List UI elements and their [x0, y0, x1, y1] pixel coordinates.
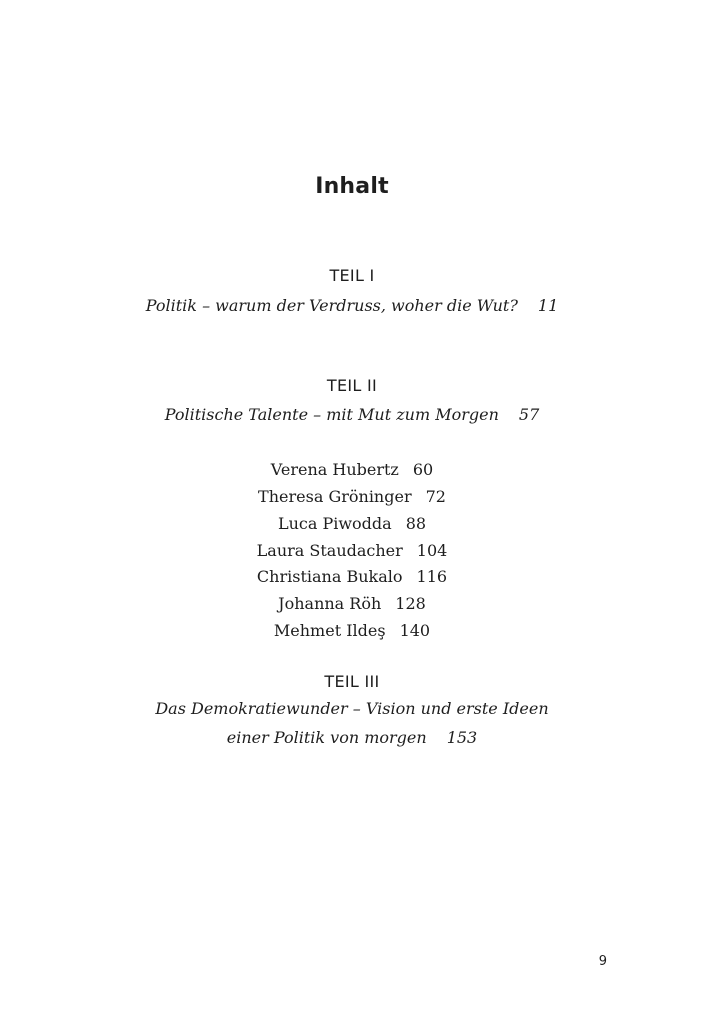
part-2-page: 57 [518, 405, 540, 424]
entry-page: 88 [405, 514, 427, 533]
toc-entry [0, 460, 704, 479]
part-3-title-text-2: einer Politik von morgen [226, 728, 427, 747]
toc-entry [0, 487, 704, 506]
toc-entry [0, 594, 704, 613]
entry-page: 116 [416, 567, 448, 586]
part-3-title-line-2 [0, 728, 704, 747]
toc-entry [0, 541, 704, 560]
entry-page: 60 [412, 460, 434, 479]
part-1-title-text: Politik – warum der Verdruss, woher die Wut? [145, 296, 518, 315]
part-2-title-text: Politische Talente – mit Mut zum Morgen [164, 405, 499, 424]
entry-name: Laura Staudacher [256, 541, 403, 560]
part-1-label: TEIL I [329, 266, 375, 285]
entry-page: 104 [416, 541, 448, 560]
toc-entry [0, 621, 704, 640]
toc-entry [0, 567, 704, 586]
part-1-title-line [0, 296, 704, 315]
part-3-page: 153 [446, 728, 478, 747]
part-3-title-text-1: Das Demokratiewunder – Vision und erste Ideen [155, 699, 549, 718]
part-2-title-line [0, 405, 704, 424]
part-3-title-line-1 [0, 699, 704, 718]
entry-name: Luca Piwodda [277, 514, 392, 533]
entry-name: Verena Hubertz [270, 460, 399, 479]
part-1-page: 11 [537, 296, 559, 315]
entry-page: 140 [399, 621, 431, 640]
part-3-label: TEIL III [324, 672, 380, 691]
part-2-label: TEIL II [326, 376, 378, 395]
entry-name: Christiana Bukalo [256, 567, 403, 586]
page-title: Inhalt [315, 174, 389, 199]
entry-name: Theresa Gröninger [258, 487, 412, 506]
page-number: 9 [598, 954, 607, 969]
entry-name: Johanna Röh [278, 594, 382, 613]
toc-entry [0, 514, 704, 533]
entry-page: 72 [425, 487, 446, 506]
entry-page: 128 [395, 594, 426, 613]
entry-name: Mehmet Ildeş [273, 621, 386, 640]
